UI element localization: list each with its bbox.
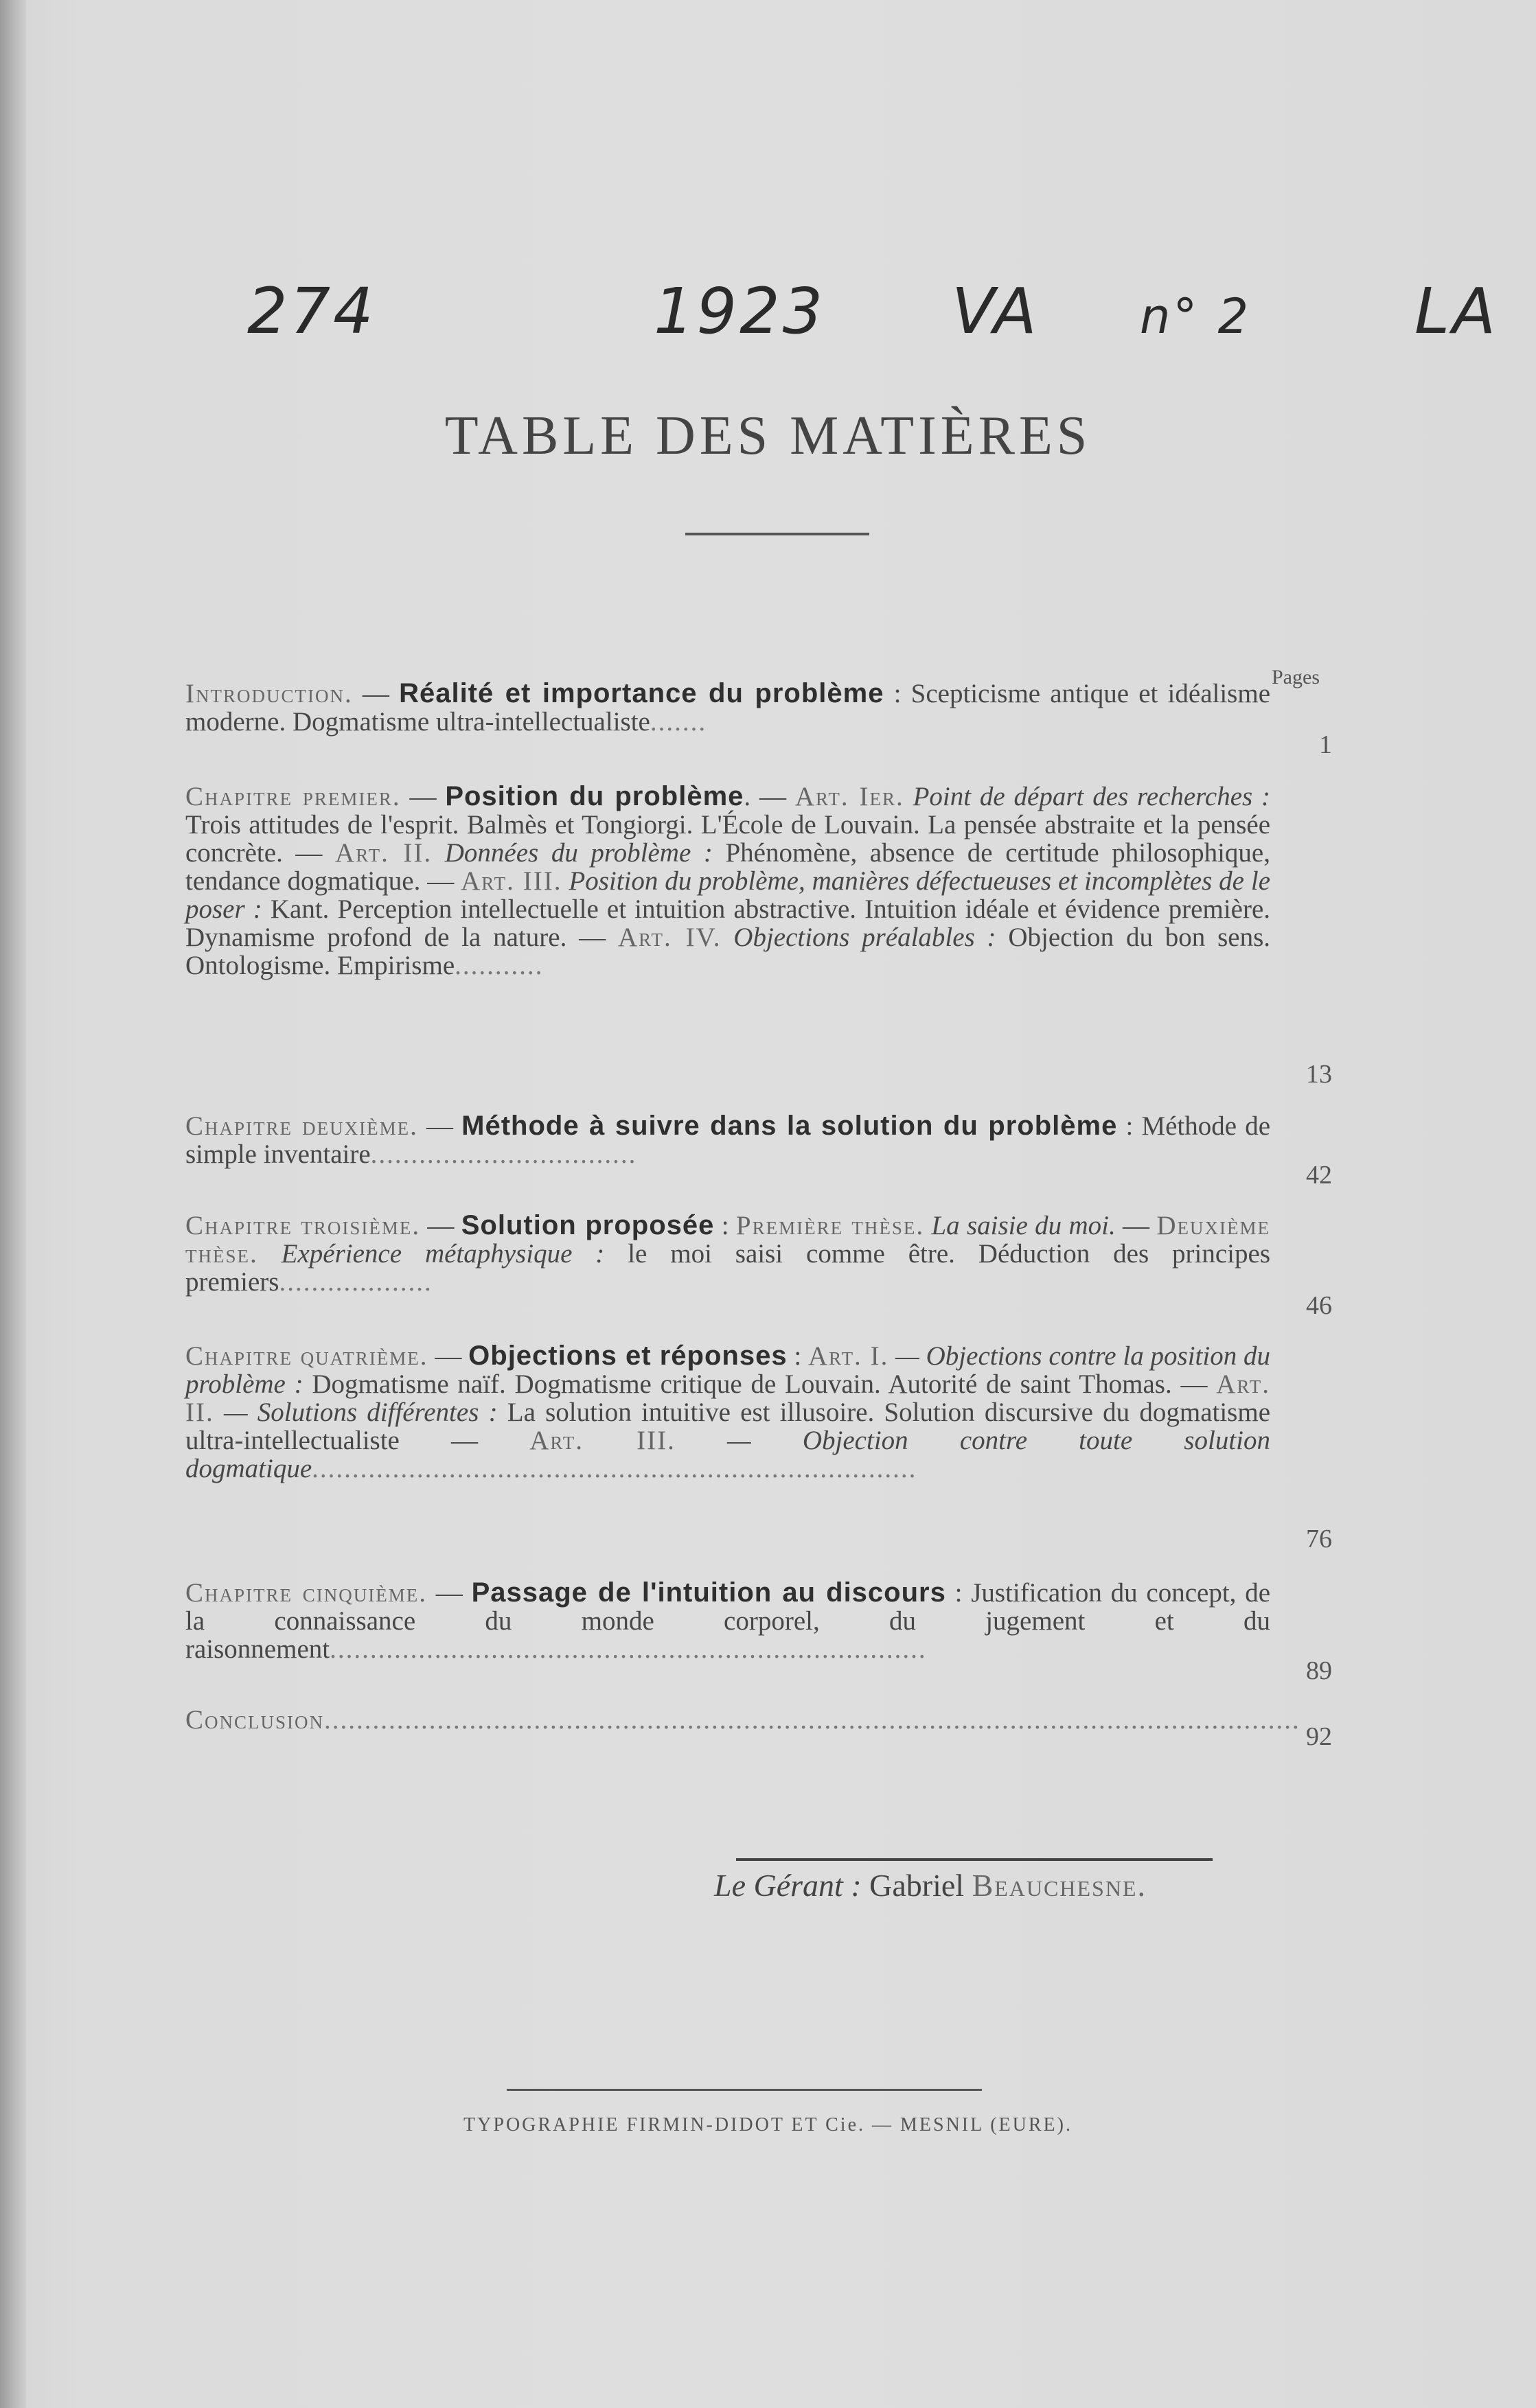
leader-dots: ................................. bbox=[370, 1139, 637, 1169]
entry-label: Chapitre premier. bbox=[185, 782, 401, 811]
entry-text: : bbox=[794, 1341, 809, 1371]
page-number: 76 bbox=[1306, 1525, 1332, 1553]
signature-divider bbox=[736, 1858, 1213, 1861]
entry-text: : bbox=[721, 1211, 736, 1240]
handwritten-note: 274 bbox=[247, 275, 376, 348]
entry-text: Dogmatisme naïf. Dogmatisme critique de Louvain. Autorité de saint Thomas. — bbox=[312, 1369, 1217, 1399]
signature-first-name: Gabriel bbox=[869, 1868, 965, 1903]
entry-text: Phénomène, absence de certitude philosophique, tendance dogmatique. — bbox=[185, 838, 1270, 896]
article-label: Art. IV. bbox=[617, 923, 722, 952]
page-number: 92 bbox=[1306, 1722, 1332, 1751]
article-title: — Objection contre toute solution dogmatique bbox=[185, 1426, 1270, 1483]
leader-dots: ........... bbox=[455, 951, 544, 980]
toc-entry-conclusion bbox=[185, 1705, 1300, 1735]
entry-heading: Solution proposée bbox=[461, 1210, 715, 1240]
leader-dots: ................... bbox=[279, 1267, 433, 1297]
article-label: Art. I. bbox=[808, 1341, 889, 1371]
signature-last-name: Beauchesne. bbox=[972, 1868, 1147, 1903]
entry-text: La solution intuitive est illusoire. Solution discursive du dogmatisme ultra-intellectualiste — bbox=[185, 1398, 1271, 1455]
entry-text: Objection du bon sens. Ontologisme. Empirisme bbox=[185, 923, 1271, 980]
page-number: 42 bbox=[1306, 1161, 1332, 1190]
article-label: Art. II. bbox=[335, 838, 433, 868]
entry-heading: Réalité et importance du problème bbox=[399, 678, 884, 708]
entry-heading: Objections et réponses bbox=[468, 1341, 788, 1371]
page-number: 89 bbox=[1306, 1656, 1332, 1685]
page-number: 46 bbox=[1306, 1291, 1332, 1320]
toc-entry-chapter-2: Chapitre deuxième. — Méthode à suivre dans la solution du problème : Méthode de simple inventaire................................. bbox=[185, 1111, 1271, 1169]
title-divider bbox=[685, 533, 869, 535]
entry-heading: Méthode à suivre dans la solution du problème bbox=[461, 1111, 1118, 1141]
entry-heading: Position du problème bbox=[445, 781, 744, 811]
article-title: Point de départ des recherches : bbox=[913, 782, 1271, 811]
article-label: Art. II. bbox=[185, 1369, 1270, 1427]
thesis-title: Expérience métaphysique : bbox=[281, 1239, 605, 1269]
thesis-title: La saisie du moi. bbox=[931, 1211, 1116, 1240]
entry-text: — bbox=[1115, 1211, 1157, 1240]
toc-entry-introduction: Introduction. — Réalité et importance du problème : Scepticisme antique et idéalisme moderne. Dogmatisme ultra-intellectualiste....... bbox=[185, 678, 1270, 737]
article-label: Art. Ier. bbox=[794, 782, 904, 811]
entry-text: . — bbox=[744, 782, 795, 811]
article-label: Art. III. bbox=[529, 1426, 676, 1455]
leader-dots: ........................................................................... bbox=[312, 1454, 917, 1483]
entry-label: Chapitre quatrième. bbox=[185, 1341, 428, 1371]
thesis-label: Première thèse. bbox=[735, 1211, 925, 1240]
article-title: — Solutions différentes : bbox=[223, 1398, 498, 1427]
pages-column-label: Pages bbox=[1272, 666, 1320, 688]
entry-label: Introduction. bbox=[185, 679, 353, 708]
thesis-label: Deuxième thèse. bbox=[185, 1211, 1270, 1269]
leader-dots: ......................................................................................................................... bbox=[324, 1705, 1300, 1735]
article-title: Position du problème, manières défectueuses et incomplètes de le poser : bbox=[185, 866, 1271, 924]
leader-dots: .......................................................................... bbox=[330, 1634, 927, 1664]
entry-text: : Justification du concept, de la connaissance du monde corporel, du jugement et du raisonnement bbox=[185, 1578, 1271, 1664]
leader-dots: ....... bbox=[650, 707, 707, 737]
printer-imprint: TYPOGRAPHIE FIRMIN-DIDOT ET Cie. — MESNIL (EURE). bbox=[463, 2114, 1073, 2135]
entry-label: Chapitre deuxième. bbox=[185, 1111, 418, 1141]
toc-entry-chapter-3: Chapitre troisième. — Solution proposée : Première thèse. La saisie du moi. — Deuxième thèse. Expérience métaphysique : le moi saisi comme être. Déduction des principes premiers................... bbox=[185, 1210, 1271, 1297]
toc-entry-chapter-1: Chapitre premier. — Position du problème. — Art. Ier. Point de départ des recherches : Trois attitudes de l'esprit. Balmès et Tongiorgi. L'École de Louvain. La pensée abstraite et la pensée concrète. — Art. II. Données du problème : Phénomène, absence de certitude philosophique, tendance dogmatique. — Art. III. Position du problème, manières défectueuses et incomplètes de le poser : Kant. Perception intellectuelle et intuition abstractive. Intuition idéale et évidence première. Dynamisme profond de la nature. — Art. IV. Objections préalables : Objection du bon sens. Ontologisme. Empirisme........... bbox=[185, 781, 1271, 980]
page-title: TABLE DES MATIÈRES bbox=[444, 406, 1092, 466]
entry-heading: Passage de l'intuition au discours bbox=[471, 1577, 946, 1608]
article-title: Objections préalables : bbox=[733, 923, 996, 952]
entry-text: le moi saisi comme être. Déduction des principes premiers bbox=[185, 1239, 1271, 1297]
handwritten-note: LA bbox=[1414, 275, 1499, 348]
article-label: Art. III. bbox=[461, 866, 562, 896]
page-number: 1 bbox=[1319, 730, 1332, 759]
entry-label: Conclusion bbox=[185, 1705, 325, 1735]
footer-divider bbox=[507, 2089, 982, 2091]
book-spine-shadow bbox=[0, 0, 26, 2408]
entry-text: Kant. Perception intellectuelle et intuition abstractive. Intuition idéale et évidence première. Dynamisme profond de la nature. — bbox=[185, 894, 1271, 952]
page-number: 13 bbox=[1306, 1060, 1332, 1089]
signature-prefix: Le Gérant : bbox=[714, 1868, 862, 1903]
handwritten-note: VA bbox=[952, 275, 1040, 348]
toc-entry-chapter-5: Chapitre cinquième. — Passage de l'intuition au discours : Justification du concept, de la connaissance du monde corporel, du jugement et du raisonnement.......................................................................... bbox=[185, 1577, 1271, 1664]
entry-label: Chapitre troisième. bbox=[185, 1211, 421, 1240]
article-title: Données du problème : bbox=[444, 838, 713, 868]
article-title: — Objections contre la position du problème : bbox=[185, 1341, 1270, 1399]
entry-text: : Méthode de simple inventaire bbox=[185, 1111, 1271, 1169]
entry-text: : Scepticisme antique et idéalisme moderne. Dogmatisme ultra-intellectualiste bbox=[185, 679, 1270, 737]
entry-label: Chapitre cinquième. bbox=[185, 1578, 428, 1608]
handwritten-note: 1923 bbox=[654, 275, 826, 348]
signature-line bbox=[714, 1867, 1147, 1903]
entry-text: Trois attitudes de l'esprit. Balmès et Tongiorgi. L'École de Louvain. La pensée abstraite et la pensée concrète. — bbox=[185, 810, 1270, 868]
toc-entry-chapter-4: Chapitre quatrième. — Objections et réponses : Art. I. — Objections contre la position du problème : Dogmatisme naïf. Dogmatisme critique de Louvain. Autorité de saint Thomas. — Art. II. — Solutions différentes : La solution intuitive est illusoire. Solution discursive du dogmatisme ultra-intellectualiste — Art. III. — Objection contre toute solution dogmatique........................................................................... bbox=[185, 1341, 1271, 1483]
handwritten-note: n° 2 bbox=[1140, 288, 1252, 345]
